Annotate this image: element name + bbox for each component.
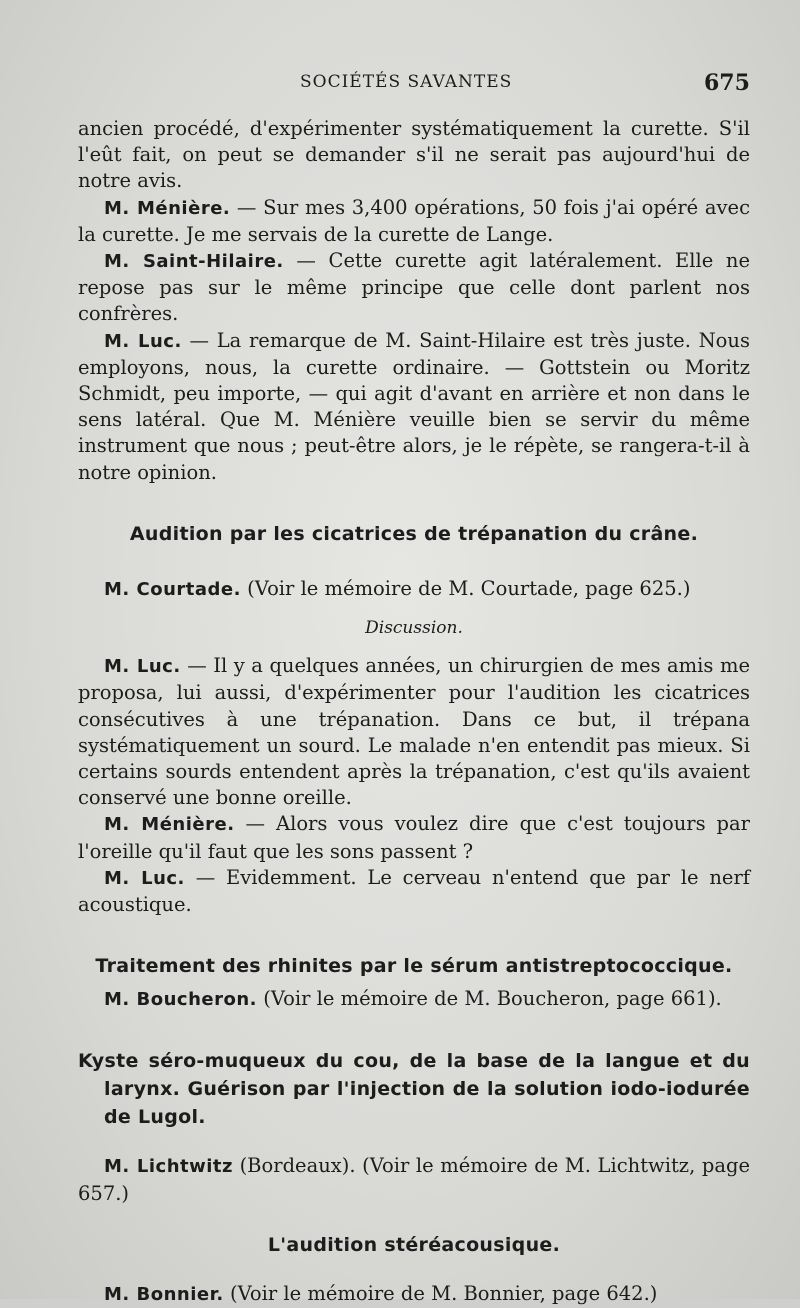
paragraph-text: — Cette curette agit latéralement. Elle ne repose pas sur le même principe que celle dont parlent nos confrères.: [78, 249, 750, 326]
paragraph-luc-1: [78, 328, 750, 486]
speaker-name: M. Ménière.: [104, 814, 235, 836]
speaker-name: M. Bonnier.: [104, 1283, 224, 1305]
speaker-name: M. Ménière.: [104, 197, 231, 219]
paragraph-text: — Evidemment. Le cerveau n'entend que par le nerf acoustique.: [78, 865, 750, 917]
speaker-name: M. Boucheron.: [104, 989, 258, 1011]
paragraph-text: — Alors vous voulez dire que c'est toujours par l'oreille qu'il faut que les sons passent ?: [78, 812, 750, 863]
paragraph-luc-3: [78, 865, 750, 918]
paragraph-text: — La remarque de M. Saint-Hilaire est très juste. Nous employons, nous, la curette ordinaire. — Gottstein ou Moritz Schmidt, peu importe, — qui agit d'avant en arrière et non dans le sens latéral. Que M. Ménière veuille bien se servir du même instrument que nous ; peut-être alors, je le répète, se rangera-t-il à notre opinion.: [78, 328, 750, 484]
speaker-name: M. Luc.: [104, 330, 182, 352]
paragraph-text: — Sur mes 3,400 opérations, 50 fois j'ai opéré avec la curette. Je me servais de la curette de Lange.: [78, 195, 750, 246]
page-body: [78, 116, 750, 1308]
running-head: SOCIÉTÉS SAVANTES: [300, 72, 513, 92]
section-heading-trepanation: Audition par les cicatrices de trépanation du crâne.: [129, 522, 699, 545]
paragraph-text: (Bordeaux). (Voir le mémoire de M. Lichtwitz, page 657.): [78, 1154, 750, 1205]
paragraph-boucheron: [78, 986, 750, 1013]
speaker-name: M. Lichtwitz: [104, 1156, 233, 1178]
paragraph-continuation: [78, 116, 750, 195]
paragraph-meniere-1: [78, 195, 750, 248]
discussion-label: Discussion.: [365, 618, 463, 639]
speaker-name: M. Luc.: [104, 656, 181, 678]
section-heading-stereacousique: L'audition stéréacousique.: [267, 1233, 561, 1256]
paragraph-text: (Voir le mémoire de M. Courtade, page 625.): [240, 576, 691, 600]
paragraph-text: (Voir le mémoire de M. Boucheron, page 661).: [257, 987, 722, 1011]
paragraph-saint-hilaire: [78, 248, 750, 328]
paragraph-meniere-2: [78, 811, 750, 864]
speaker-name: M. Courtade.: [104, 578, 241, 600]
page-number: 675: [704, 70, 750, 96]
paragraph-luc-2: [78, 653, 750, 811]
paragraph-text: (Voir le mémoire de M. Bonnier, page 642.): [223, 1281, 658, 1305]
paragraph-text: ancien procédé, d'expérimenter systématiquement la curette. S'il l'eût fait, on peut se demander s'il ne serait pas aujourd'hui de notre avis.: [78, 117, 750, 193]
speaker-name: M. Luc.: [104, 867, 185, 889]
paragraph-courtade: [78, 576, 750, 603]
speaker-name: M. Saint-Hilaire.: [104, 251, 284, 273]
paragraph-lichtwitz: [78, 1153, 750, 1206]
paragraph-bonnier: [78, 1281, 750, 1308]
section-heading-rhinites: Traitement des rhinites par le sérum antistreptococcique.: [95, 955, 733, 978]
page-header: [0, 70, 800, 100]
section-heading-kyste: Kyste séro-muqueux du cou, de la base de la langue et du larynx. Guérison par l'injection de la solution iodo-iodurée de Lugol.: [78, 1050, 750, 1129]
paragraph-text: — Il y a quelques années, un chirurgien de mes amis me proposa, lui aussi, d'expérimenter pour l'audition les cicatrices consécutives à une trépanation. Dans ce but, il trépana systématiquement un sourd. Le malade n'en entendit pas mieux. Si certains sourds entendent après la trépanation, c'est qu'ils avaient conservé une bonne oreille.: [78, 654, 750, 810]
